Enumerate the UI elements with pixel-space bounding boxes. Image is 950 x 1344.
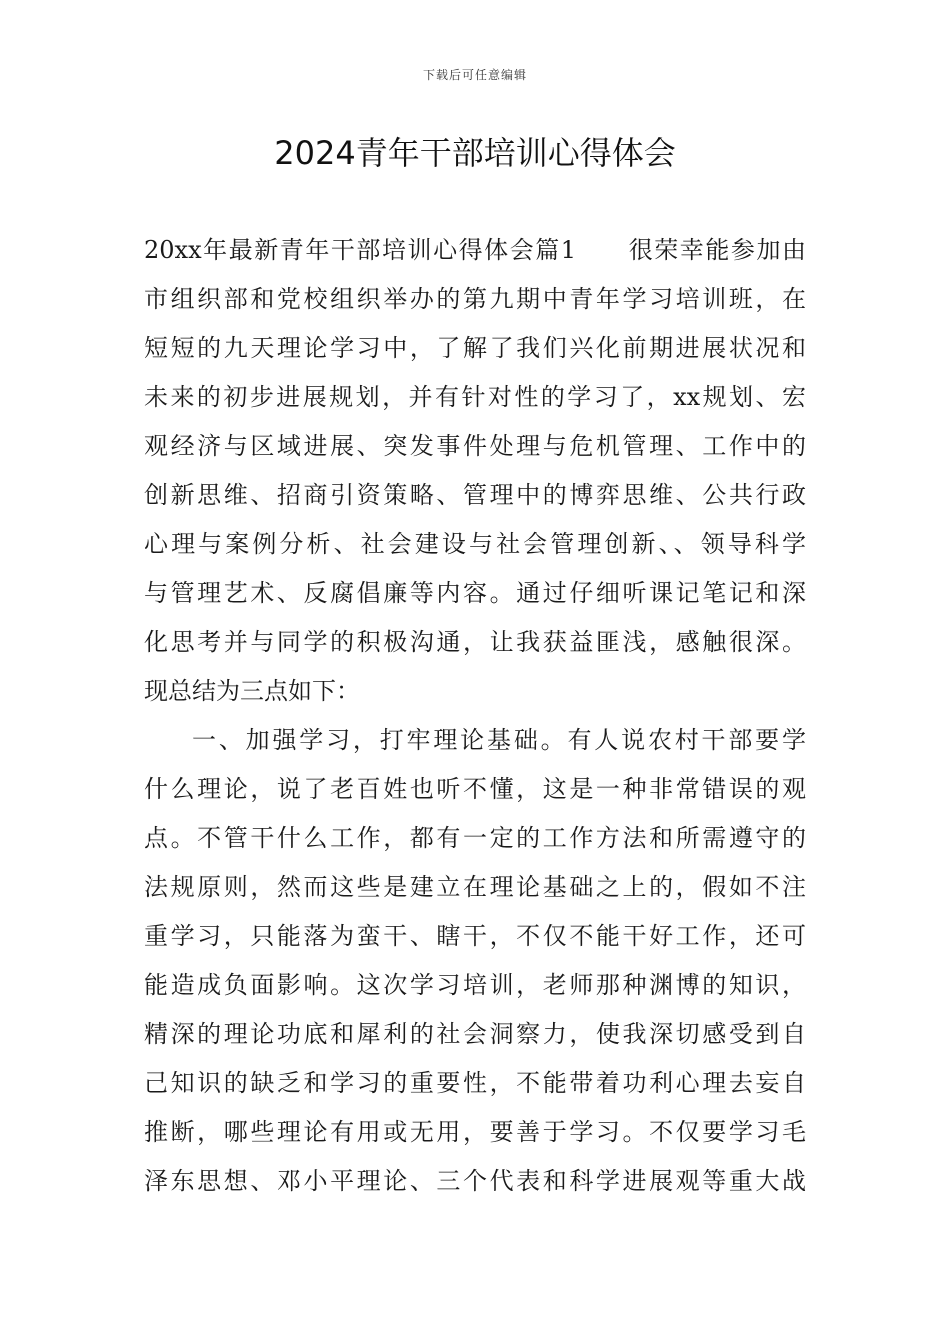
body-line: 一、加强学习，打牢理论基础。有人说农村干部要学 [192, 726, 806, 754]
body-line: 观经济与区域进展、突发事件处理与危机管理、工作中的 [144, 432, 806, 460]
body-line: 推断，哪些理论有用或无用，要善于学习。不仅要学习毛 [144, 1118, 806, 1146]
body-line: 点。不管干什么工作，都有一定的工作方法和所需遵守的 [144, 824, 806, 852]
header-note: 下载后可任意编辑 [422, 68, 527, 82]
body-line: 什么理论，说了老百姓也听不懂，这是一种非常错误的观 [144, 775, 806, 803]
document-title: 2024青年干部培训心得体会 [274, 134, 676, 172]
body-line: 重学习，只能落为蛮干、瞎干，不仅不能干好工作，还可 [144, 922, 806, 950]
body-line: 化思考并与同学的积极沟通，让我获益匪浅，感触很深。 [144, 628, 806, 656]
body-line: 心理与案例分析、社会建设与社会管理创新、、领导科学 [144, 530, 806, 558]
body-line: 未来的初步进展规划，并有针对性的学习了，xx规划、宏 [144, 383, 806, 411]
body-line: 创新思维、招商引资策略、管理中的博弈思维、公共行政 [144, 481, 806, 509]
body-line: 己知识的缺乏和学习的重要性，不能带着功利心理去妄自 [144, 1069, 806, 1097]
body-line: 泽东思想、邓小平理论、三个代表和科学进展观等重大战 [144, 1167, 806, 1195]
body-line: 市组织部和党校组织举办的第九期中青年学习培训班，在 [144, 285, 806, 313]
body-line: 能造成负面影响。这次学习培训，老师那种渊博的知识， [144, 971, 806, 999]
body-line: 现总结为三点如下： [144, 677, 360, 705]
body-line: 20xx年最新青年干部培训心得体会篇1 很荣幸能参加由 [144, 236, 806, 264]
document-body [144, 226, 806, 1206]
body-line: 精深的理论功底和犀利的社会洞察力，使我深切感受到自 [144, 1020, 806, 1048]
body-line: 法规原则，然而这些是建立在理论基础之上的，假如不注 [144, 873, 806, 901]
body-line: 短短的九天理论学习中，了解了我们兴化前期进展状况和 [144, 334, 806, 362]
body-line: 与管理艺术、反腐倡廉等内容。通过仔细听课记笔记和深 [144, 579, 806, 607]
